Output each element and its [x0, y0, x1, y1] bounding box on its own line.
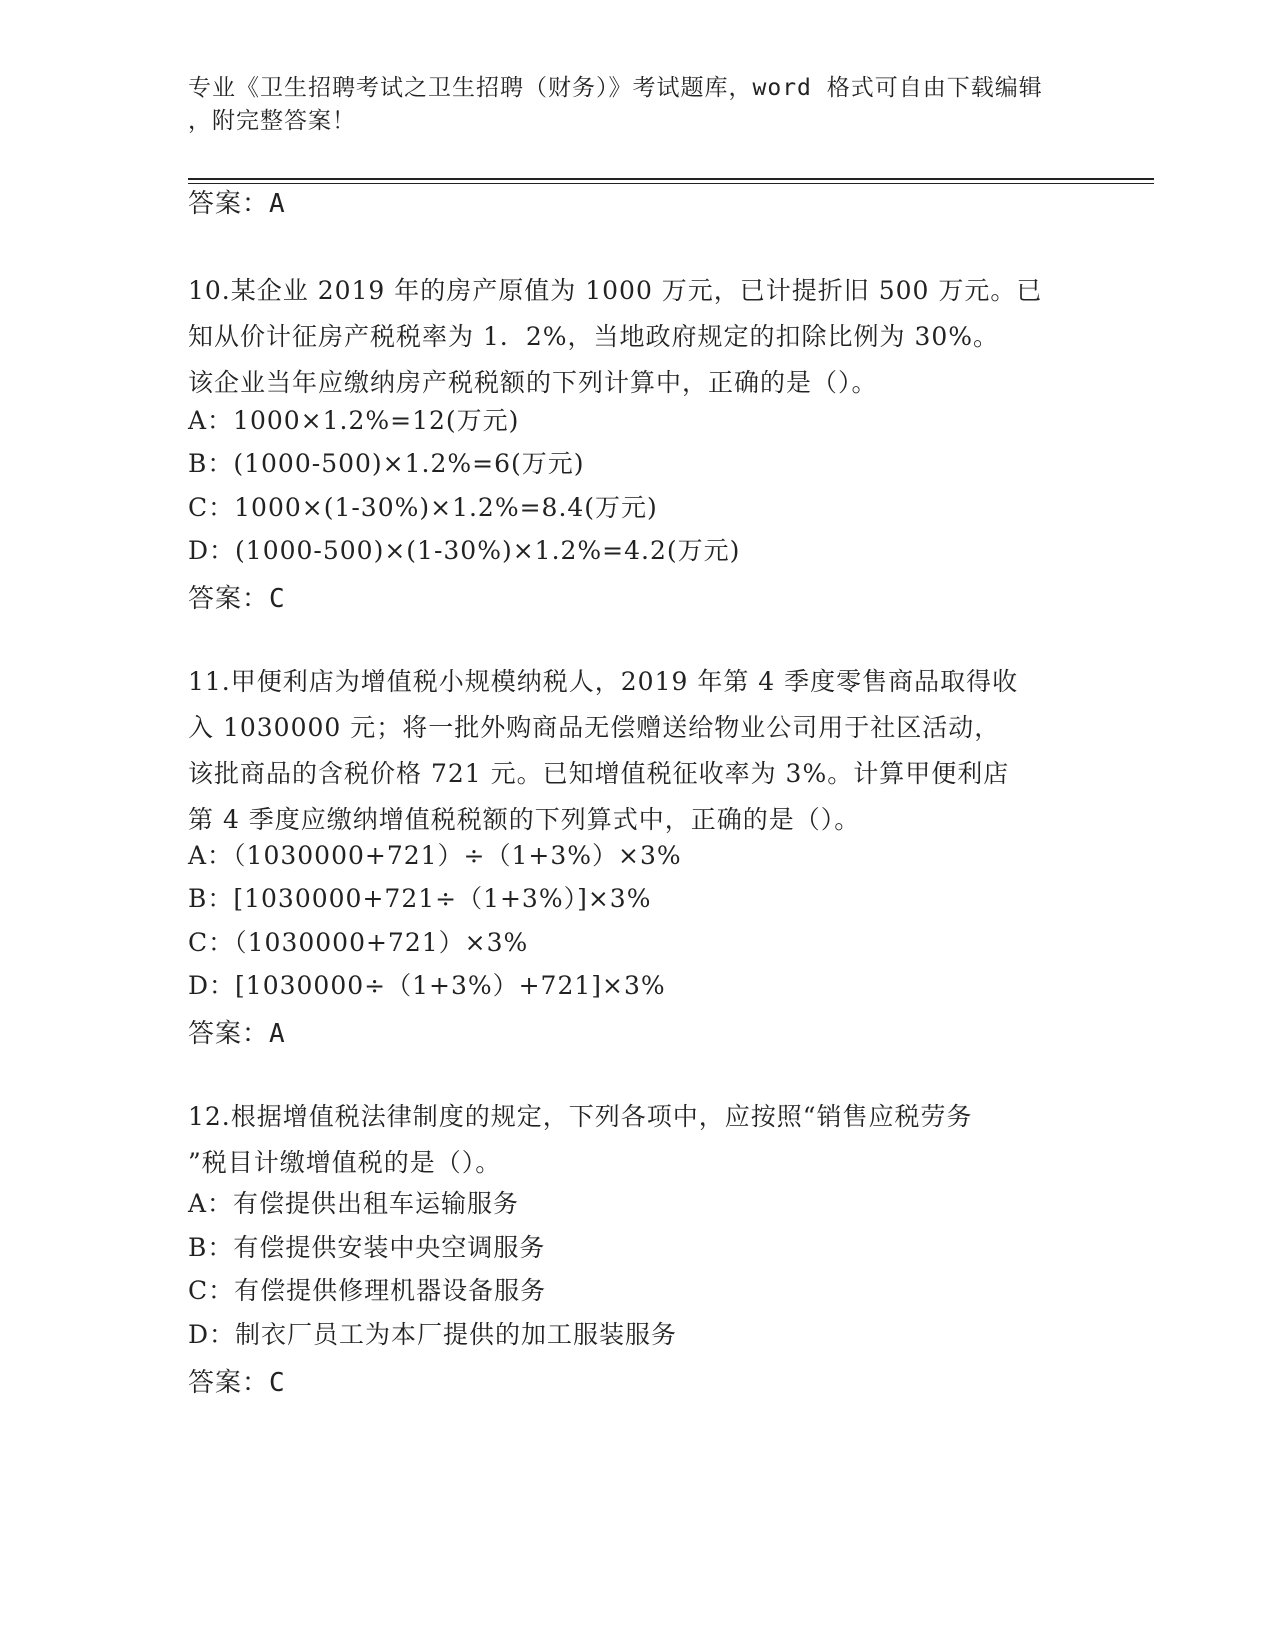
option-b: B：[1030000+721÷（1+3%）]×3% [188, 884, 652, 913]
stem-line: 该企业当年应缴纳房产税税额的下列计算中，正确的是（）。 [188, 368, 878, 397]
question-stem [188, 659, 1088, 843]
previous-answer: 答案：A [188, 189, 286, 219]
option-c: C：（1030000+721）×3% [188, 928, 529, 957]
answer-line: 答案：A [188, 1019, 286, 1049]
option-d: D：制衣厂员工为本厂提供的加工服装服务 [188, 1320, 678, 1349]
answer-line: 答案：C [188, 584, 286, 614]
header-divider [188, 178, 1154, 180]
question-stem [188, 1094, 1088, 1186]
option-c: C：有偿提供修理机器设备服务 [188, 1276, 547, 1305]
option-a: A：1000×1.2%=12(万元) [188, 406, 520, 435]
option-b: B：有偿提供安装中央空调服务 [188, 1233, 546, 1262]
stem-line: 知从价计征房产税税率为 1．2%，当地政府规定的扣除比例为 30%。 [188, 322, 1000, 351]
header-line: ，附完整答案！ [188, 108, 356, 134]
option-a: A：有偿提供出租车运输服务 [188, 1189, 520, 1218]
option-a: A：（1030000+721）÷（1+3%）×3% [188, 841, 682, 870]
document-header [188, 72, 1088, 138]
stem-line: 该批商品的含税价格 721 元。已知增值税征收率为 3%。计算甲便利店 [188, 759, 1010, 788]
stem-line: 入 1030000 元；将一批外购商品无偿赠送给物业公司用于社区活动， [188, 713, 1001, 742]
header-divider-thin [188, 183, 1154, 184]
option-d: D：[1030000÷（1+3%）+721]×3% [188, 971, 666, 1000]
option-c: C：1000×(1-30%)×1.2%=8.4(万元) [188, 493, 658, 522]
answer-line: 答案：C [188, 1368, 286, 1398]
stem-line: 12.根据增值税法律制度的规定，下列各项中，应按照“销售应税劳务 [188, 1102, 973, 1131]
header-line: 专业《卫生招聘考试之卫生招聘（财务）》考试题库，word 格式可自由下载编辑 [188, 75, 1043, 101]
stem-line: 11.甲便利店为增值税小规模纳税人，2019 年第 4 季度零售商品取得收 [188, 667, 1019, 696]
option-d: D：(1000-500)×(1-30%)×1.2%=4.2(万元) [188, 536, 741, 565]
stem-line: 第 4 季度应缴纳增值税税额的下列算式中，正确的是（）。 [188, 805, 861, 834]
stem-line: ”税目计缴增值税的是（）。 [188, 1148, 502, 1177]
stem-line: 10.某企业 2019 年的房产原值为 1000 万元，已计提折旧 500 万元。已 [188, 276, 1043, 305]
question-stem [188, 268, 1088, 406]
option-b: B：(1000-500)×1.2%=6(万元) [188, 449, 585, 478]
